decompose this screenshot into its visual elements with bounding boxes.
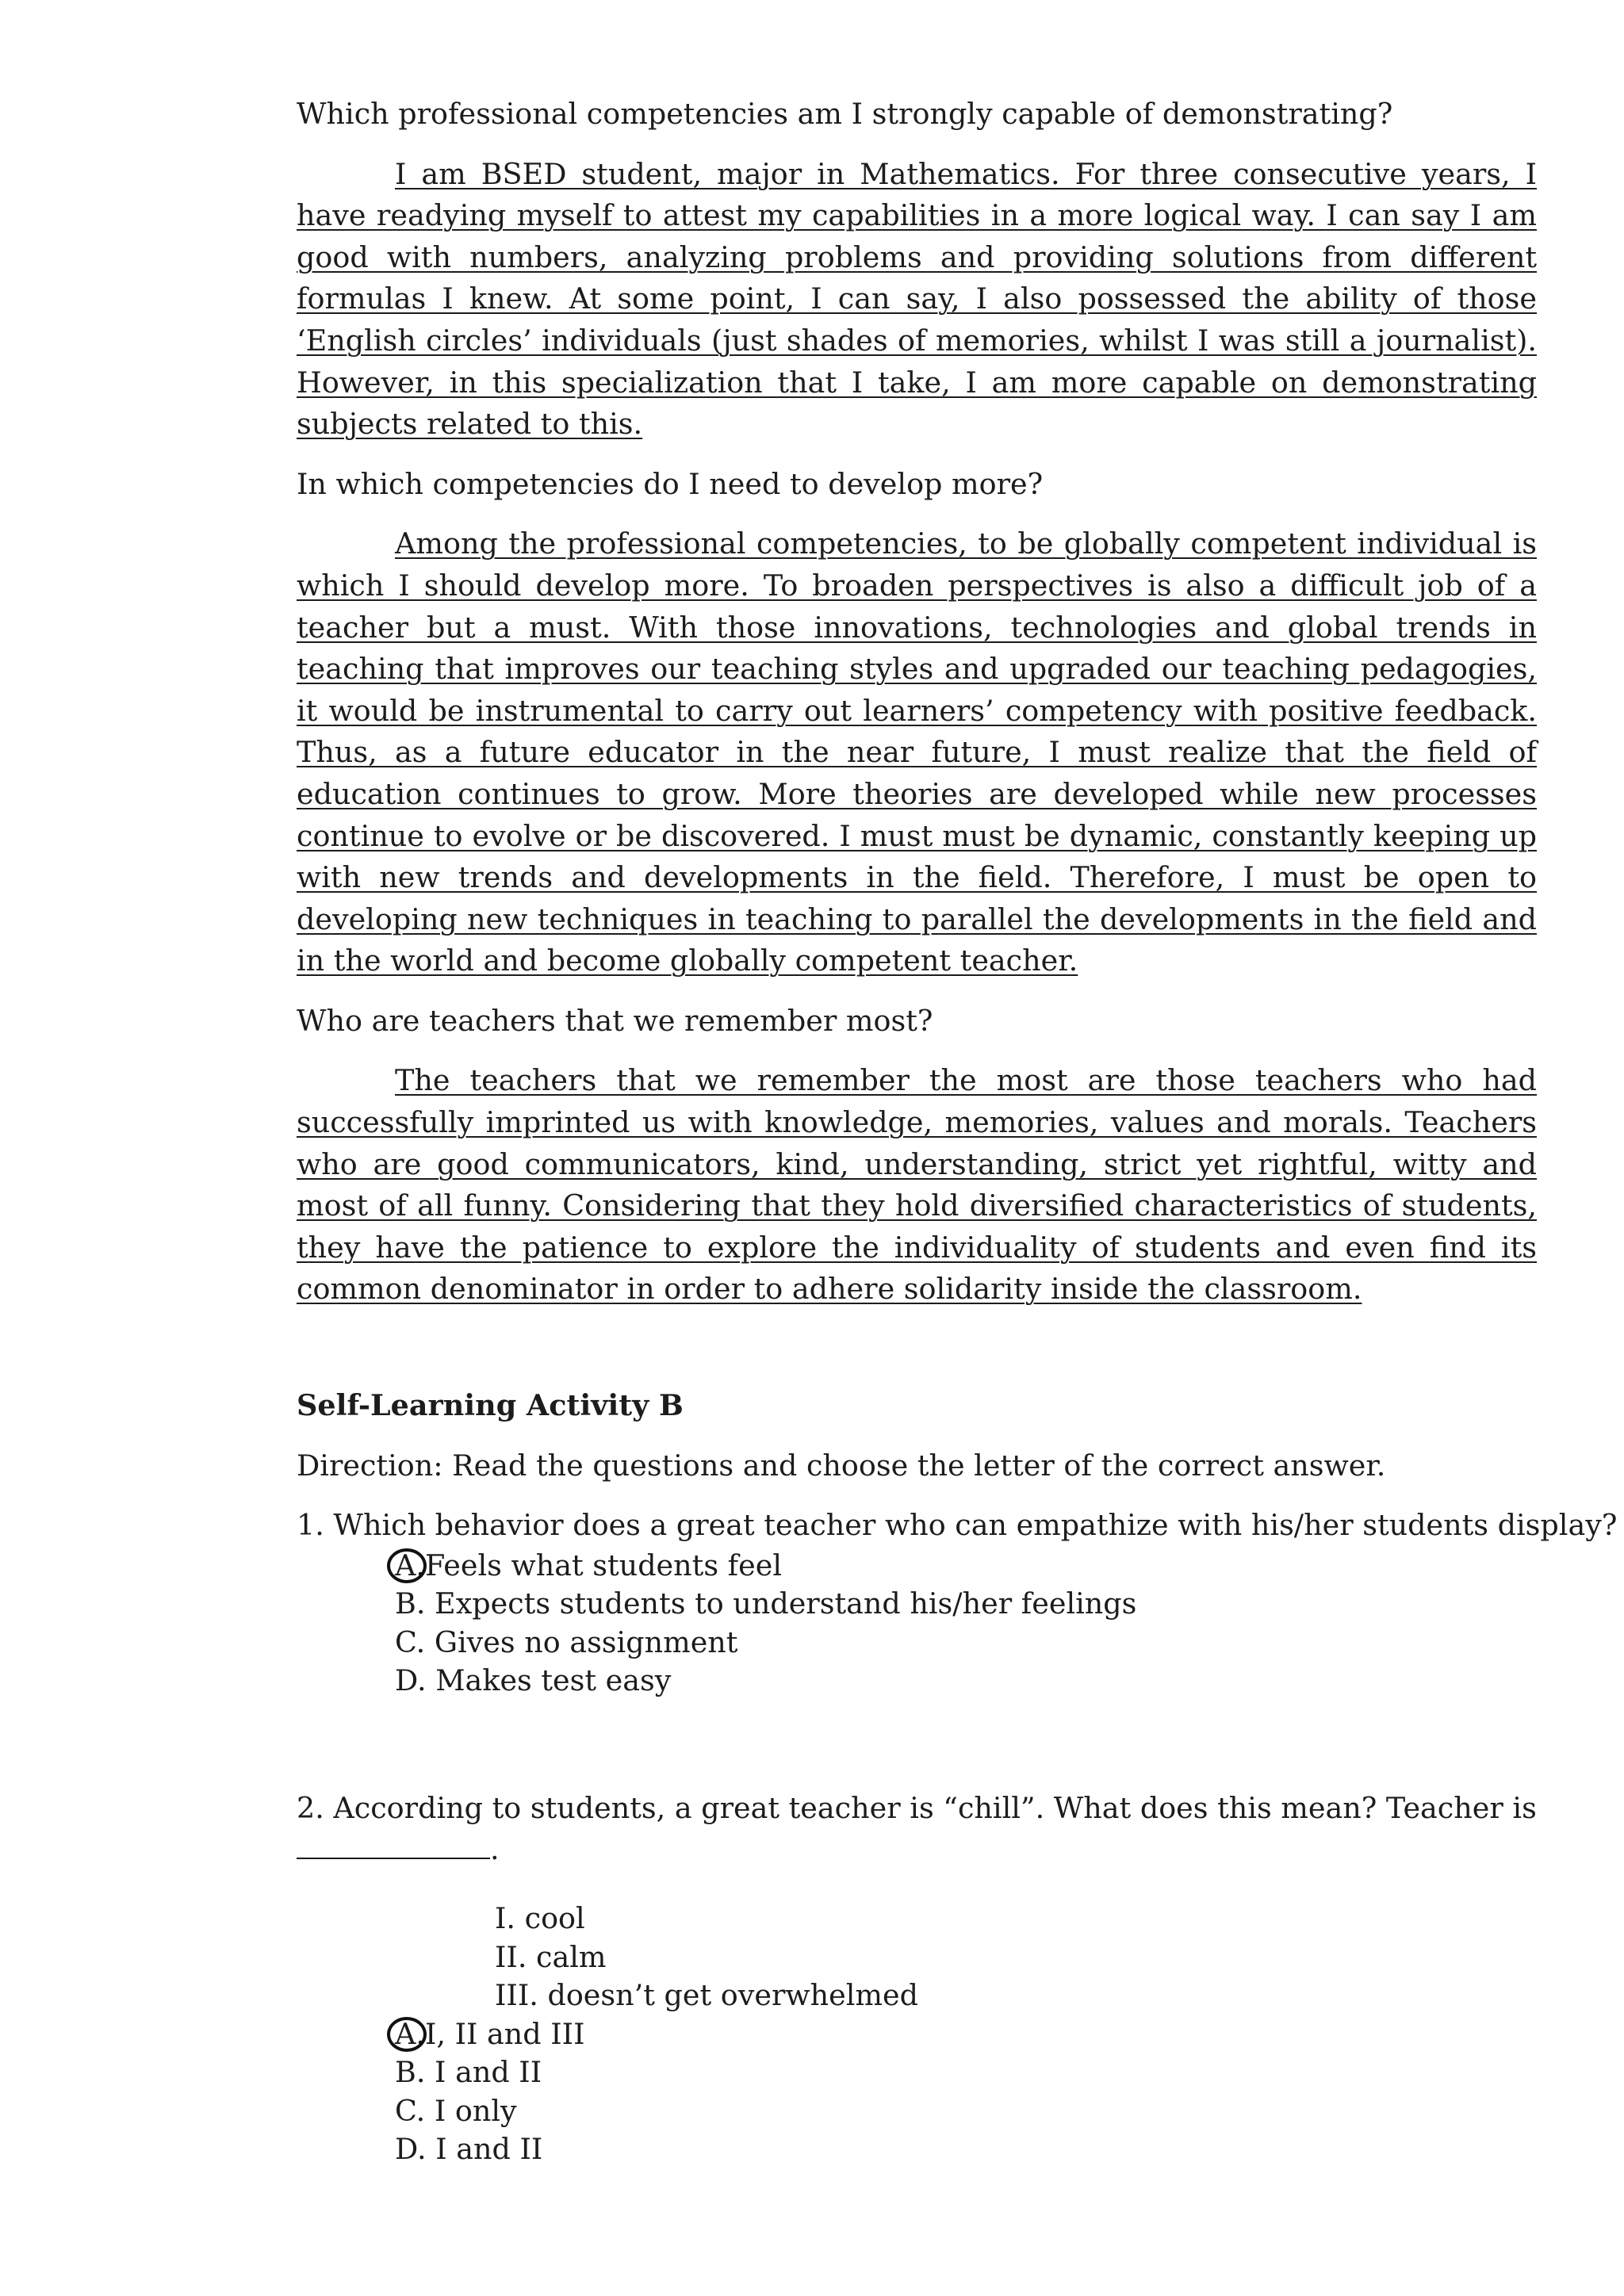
statement-item: II. calm (495, 1939, 607, 1974)
statement-item: I. cool (495, 1901, 585, 1935)
choice-letter: A. (395, 1547, 425, 1586)
question-2-choice-a[interactable] (395, 2015, 1537, 2054)
question-1-choice-c[interactable] (395, 1624, 1537, 1663)
choice-text: Makes test easy (435, 1663, 672, 1698)
question-2-stem-text: 2. According to students, a great teacher is “chill”. What does this mean? Teacher is (297, 1790, 1537, 1825)
question-2-stem (297, 1788, 1537, 1871)
selected-answer-circle (387, 2017, 427, 2052)
question-1-choices (297, 1547, 1537, 1701)
choice-letter: B. (395, 2055, 426, 2089)
reflection-answer-1: I am BSED student, major in Mathematics. For three consecutive years, I have readying myself to attest my capabilities in a more logical way. I can say I am good with numbers, analyzing problems and providing solutions from different formulas I knew. At some point, I can say, I also possessed the ability of those ‘English circles’ individuals (just shades of memories, whilst I was still a journalist). However, in this specialization that I take, I am more capable on demonstrating subjects related to this. (297, 156, 1537, 442)
choice-text: I and II (435, 2132, 543, 2166)
choice-text: I, II and III (424, 2016, 585, 2051)
choice-letter: B. (395, 1586, 426, 1621)
activity-heading: Self-Learning Activity B (297, 1388, 684, 1423)
reflection-answer-2: Among the professional competencies, to be globally competent individual is which I should develop more. To broaden perspectives is also a difficult job of a teacher but a must. With those innovations, technologies and global trends in teaching that improves our teaching styles and upgraded our teaching pedagogies, it would be instrumental to carry out learners’ competency with positive feedback. Thus, as a future educator in the near future, I must realize that the field of education continues to grow. More theories are developed while new processes continue to evolve or be discovered. I must must be dynamic, constantly keeping up with new trends and developments in the field. Therefore, I must be open to developing new techniques in teaching to parallel the developments in the field and in the world and become globally competent teacher. (297, 526, 1537, 978)
statement-item: III. doesn’t get overwhelmed (495, 1978, 918, 2012)
question-2-choice-d[interactable] (395, 2130, 1537, 2169)
document-page (297, 94, 1618, 2169)
choice-letter: A. (395, 2015, 425, 2054)
selected-answer-circle (387, 1548, 427, 1583)
choice-letter: D. (395, 1663, 427, 1698)
reflection-answer-3: The teachers that we remember the most are those teachers who had successfully imprinted us with knowledge, memories, values and morals. Teachers who are good communicators, kind, understanding, strict yet rightful, witty and most of all funny. Considering that they hold diversified characteristics of students, they have the patience to explore the individuality of students and even find its common denominator in order to adhere solidarity inside the classroom. (297, 1063, 1537, 1307)
question-1 (297, 1505, 1618, 1701)
question-1-choice-b[interactable] (395, 1585, 1537, 1624)
question-2-statements (297, 1900, 1537, 2015)
reflection-question-2: In which competencies do I need to develop more? (297, 466, 1044, 501)
reflection-question-1: Which professional competencies am I strongly capable of demonstrating? (297, 97, 1393, 131)
choice-text: I only (434, 2093, 517, 2128)
choice-text: Feels what students feel (424, 1548, 783, 1582)
reflection-question-3: Who are teachers that we remember most? (297, 1003, 933, 1038)
activity-direction: Direction: Read the questions and choose the letter of the correct answer. (297, 1448, 1386, 1483)
choice-text: Expects students to understand his/her feelings (435, 1586, 1137, 1621)
choice-text: I and II (435, 2055, 542, 2089)
choice-letter: C. (395, 2093, 426, 2128)
question-1-choice-d[interactable] (395, 1662, 1537, 1701)
answer-blank (297, 1831, 490, 1859)
choice-letter: C. (395, 1624, 426, 1659)
question-1-stem: 1. Which behavior does a great teacher who can empathize with his/her students display? (297, 1508, 1618, 1543)
choice-text: Gives no assignment (434, 1624, 738, 1659)
question-2 (297, 1788, 1537, 2169)
question-2-choices (297, 2015, 1537, 2169)
question-2-stem-end: . (490, 1832, 500, 1867)
question-2-choice-b[interactable] (395, 2053, 1537, 2092)
question-1-choice-a[interactable] (395, 1547, 1537, 1586)
question-2-choice-c[interactable] (395, 2092, 1537, 2131)
choice-letter: D. (395, 2132, 427, 2166)
